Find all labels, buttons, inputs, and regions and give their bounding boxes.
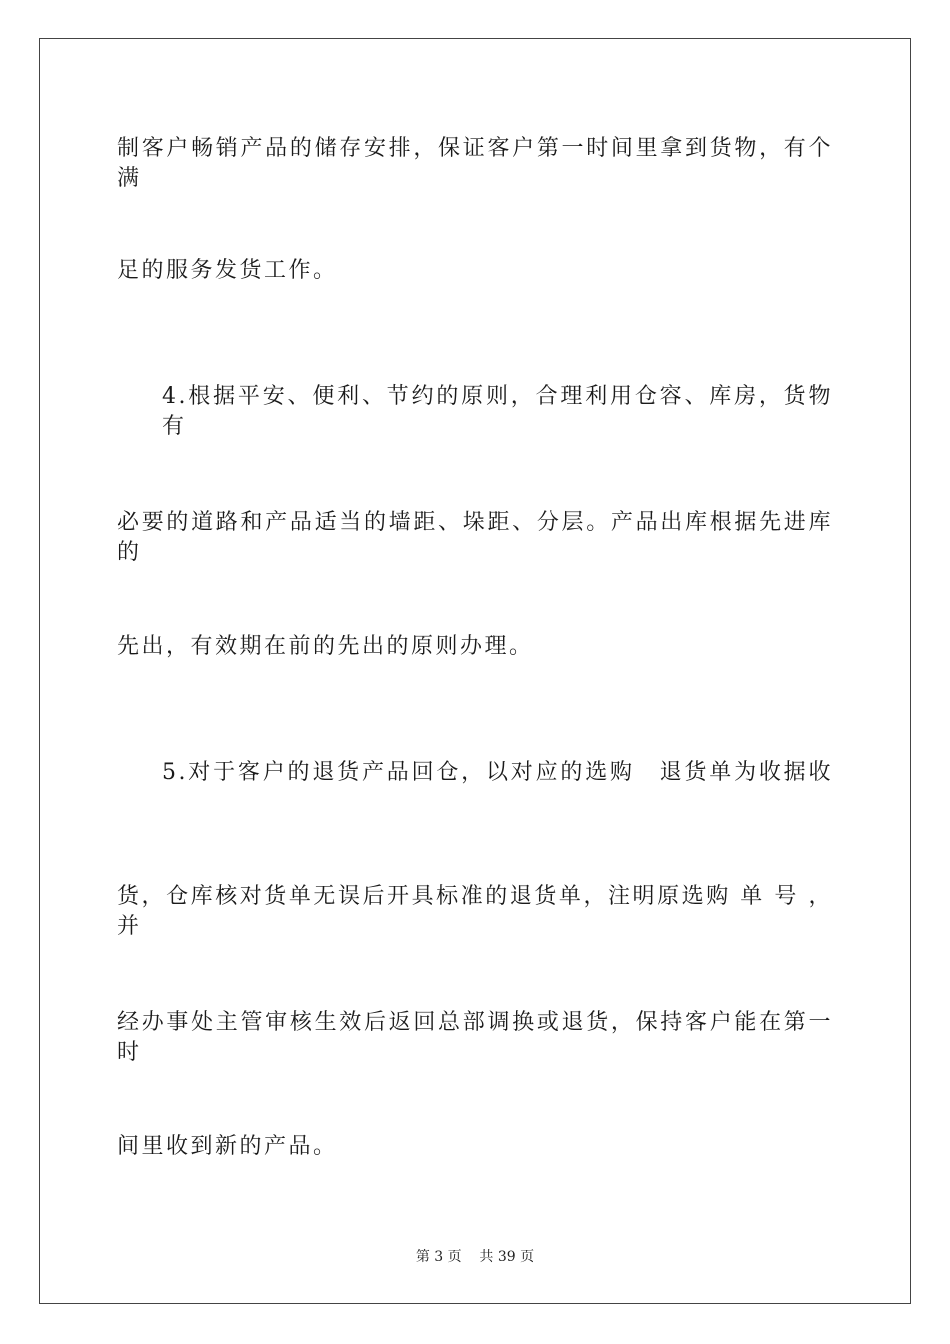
paragraph-line-4: 必要的道路和产品适当的墙距、垛距、分层。产品出库根据先进库的 <box>117 510 833 565</box>
page-border <box>39 38 911 1304</box>
paragraph-line-8: 经办事处主管审核生效后返回总部调换或退货，保持客户能在第一时 <box>117 1010 833 1065</box>
page-number-footer: 第 3 页 共 39 页 <box>415 1249 535 1265</box>
paragraph-line-5: 先出，有效期在前的先出的原则办理。 <box>117 634 534 659</box>
paragraph-line-7: 货，仓库核对货单无误后开具标准的退货单，注明原选购 单 号 ， 并 <box>117 884 833 939</box>
paragraph-line-6: 5.对于客户的退货产品回仓，以对应的选购 退货单为收据收 <box>162 760 833 785</box>
paragraph-line-3: 4.根据平安、便利、节约的原则，合理利用仓容、库房，货物有 <box>162 384 833 439</box>
paragraph-line-2: 足的服务发货工作。 <box>117 258 338 283</box>
paragraph-line-9: 间里收到新的产品。 <box>117 1134 338 1159</box>
paragraph-line-1: 制客户畅销产品的储存安排，保证客户第一时间里拿到货物，有个满 <box>117 136 833 191</box>
